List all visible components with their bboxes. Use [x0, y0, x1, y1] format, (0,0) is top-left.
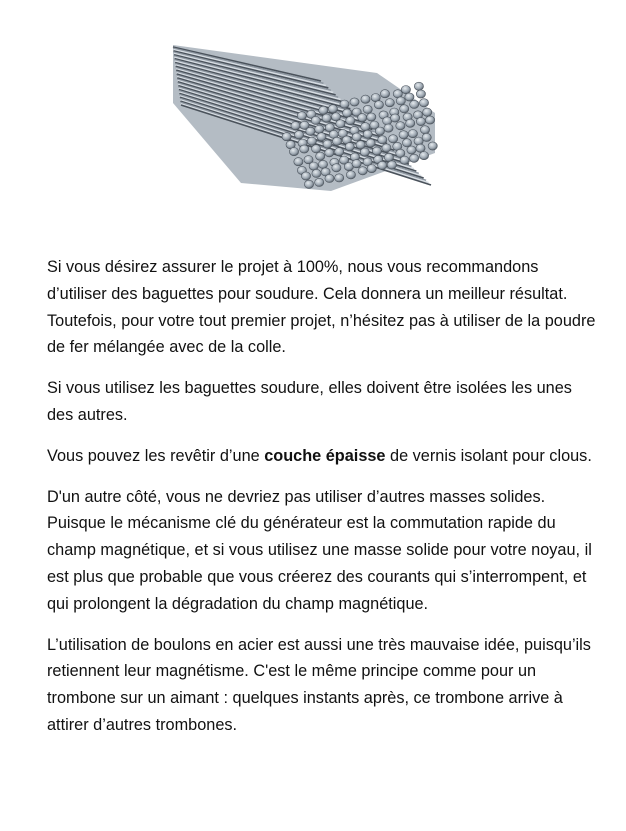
- rod-end: [350, 98, 359, 106]
- rod-end: [425, 116, 434, 124]
- rod-end: [399, 131, 408, 139]
- rod-end: [420, 126, 429, 134]
- rod-end: [400, 156, 409, 164]
- rod-end: [294, 158, 303, 166]
- rod-end: [336, 120, 345, 128]
- rod-end: [422, 133, 431, 141]
- rod-end: [382, 144, 391, 152]
- rod-end: [345, 143, 354, 151]
- rod-end: [428, 142, 437, 150]
- rod-end: [346, 171, 355, 179]
- rod-end: [375, 127, 384, 135]
- rod-end: [378, 161, 387, 169]
- rod-end: [407, 146, 416, 154]
- rod-end: [419, 99, 428, 107]
- rod-end: [335, 148, 344, 156]
- rod-end: [400, 105, 409, 113]
- rod-end: [322, 114, 331, 122]
- rod-end: [297, 112, 306, 120]
- rod-end: [301, 172, 310, 180]
- paragraph-vernis-after: de vernis isolant pour clous.: [385, 446, 592, 465]
- rod-end: [318, 160, 327, 168]
- paragraph-vernis: [47, 443, 602, 470]
- rod-end: [380, 90, 389, 98]
- paragraph-baguettes-recommandation: Si vous désirez assurer le projet à 100%, nous vous recommandons d’utiliser des baguettes pour soudure. Cela donnera un meilleur résultat. Toutefois, pour votre tout premier projet, n’hésitez pas à utiliser de la poudre de fer mélangée avec de la colle.: [47, 258, 596, 357]
- rod-end: [304, 180, 313, 188]
- rod-end: [406, 119, 415, 127]
- rod-end: [361, 95, 370, 103]
- rod-end: [401, 86, 410, 94]
- rod-end: [340, 100, 349, 108]
- rod-end: [358, 167, 367, 175]
- rod-end: [332, 137, 341, 145]
- rod-end: [315, 125, 324, 133]
- emphasis-couche-epaisse: couche épaisse: [264, 446, 386, 465]
- rod-end: [306, 127, 315, 135]
- rod-end: [312, 169, 321, 177]
- rod-end: [307, 137, 316, 145]
- rod-end: [356, 141, 365, 149]
- rod-end: [282, 133, 291, 141]
- rod-end: [408, 130, 417, 138]
- rod-end: [309, 162, 318, 170]
- rod-end: [414, 82, 423, 90]
- rod-end: [311, 116, 320, 124]
- rod-end: [352, 133, 361, 141]
- document-body: [47, 254, 602, 753]
- rod-end: [402, 139, 411, 147]
- rod-end: [291, 122, 300, 130]
- rod-end: [366, 139, 375, 147]
- rod-end: [325, 149, 334, 157]
- paragraph-vernis-before: Vous pouvez les revêtir d’une: [47, 446, 265, 465]
- rod-end: [387, 161, 396, 169]
- rod-end: [363, 105, 372, 113]
- welding-rods-bundle-image: [171, 43, 439, 193]
- rod-end: [316, 152, 325, 160]
- paragraph-isolation: Si vous utilisez les baguettes soudure, elles doivent être isolées les unes des autres.: [47, 379, 572, 424]
- rod-end: [372, 147, 381, 155]
- rod-end: [346, 117, 355, 125]
- rod-end: [405, 93, 414, 101]
- rod-end: [410, 100, 419, 108]
- rod-end: [294, 131, 303, 139]
- rod-end: [389, 135, 398, 143]
- rod-end: [358, 114, 367, 122]
- rod-end: [360, 148, 369, 156]
- rod-end: [374, 101, 383, 109]
- rod-end: [367, 165, 376, 173]
- rod-end: [396, 97, 405, 105]
- rod-end: [385, 99, 394, 107]
- rod-end: [323, 140, 332, 148]
- rod-end: [396, 122, 405, 130]
- paragraph-boulons-acier: L’utilisation de boulons en acier est aussi une très mauvaise idée, puisqu’ils retiennent leur magnétisme. C'est le même principe comme pour un trombone sur un aimant : quelques instants après, ce trombone arrive à attirer d’autres trombones.: [47, 635, 591, 734]
- rod-end: [363, 130, 372, 138]
- rod-end: [367, 113, 376, 121]
- rod-end: [352, 160, 361, 168]
- rod-end: [319, 106, 328, 114]
- rod-end: [384, 124, 393, 132]
- rod-end: [300, 145, 309, 153]
- paragraph-masses-solides: D'un autre côté, vous ne devriez pas utiliser d’autres masses solides. Puisque le mécanisme clé du générateur est la commutation rapide du champ magnétique, et si vous utilisez une masse solide pour votre noyau, il est plus que probable que vous créerez des courants qui s’interrompent, et qui prolongent la dégradation du champ magnétique.: [47, 487, 592, 613]
- rod-end: [312, 145, 321, 153]
- rod-end: [289, 148, 298, 156]
- rod-end: [315, 178, 324, 186]
- rod-end: [328, 105, 337, 113]
- rod-end: [416, 144, 425, 152]
- rod-end: [384, 153, 393, 161]
- rod-end: [378, 136, 387, 144]
- rod-end: [410, 154, 419, 162]
- rod-end: [416, 90, 425, 98]
- rod-end: [391, 114, 400, 122]
- rod-end: [416, 117, 425, 125]
- rod-end: [317, 133, 326, 141]
- rod-end: [423, 108, 432, 116]
- rod-end: [361, 123, 370, 131]
- rod-end: [419, 152, 428, 160]
- rod-end: [325, 174, 334, 182]
- welding-rods-icon: [171, 43, 439, 193]
- rod-end: [335, 174, 344, 182]
- rod-end: [332, 164, 341, 172]
- rod-end: [343, 109, 352, 117]
